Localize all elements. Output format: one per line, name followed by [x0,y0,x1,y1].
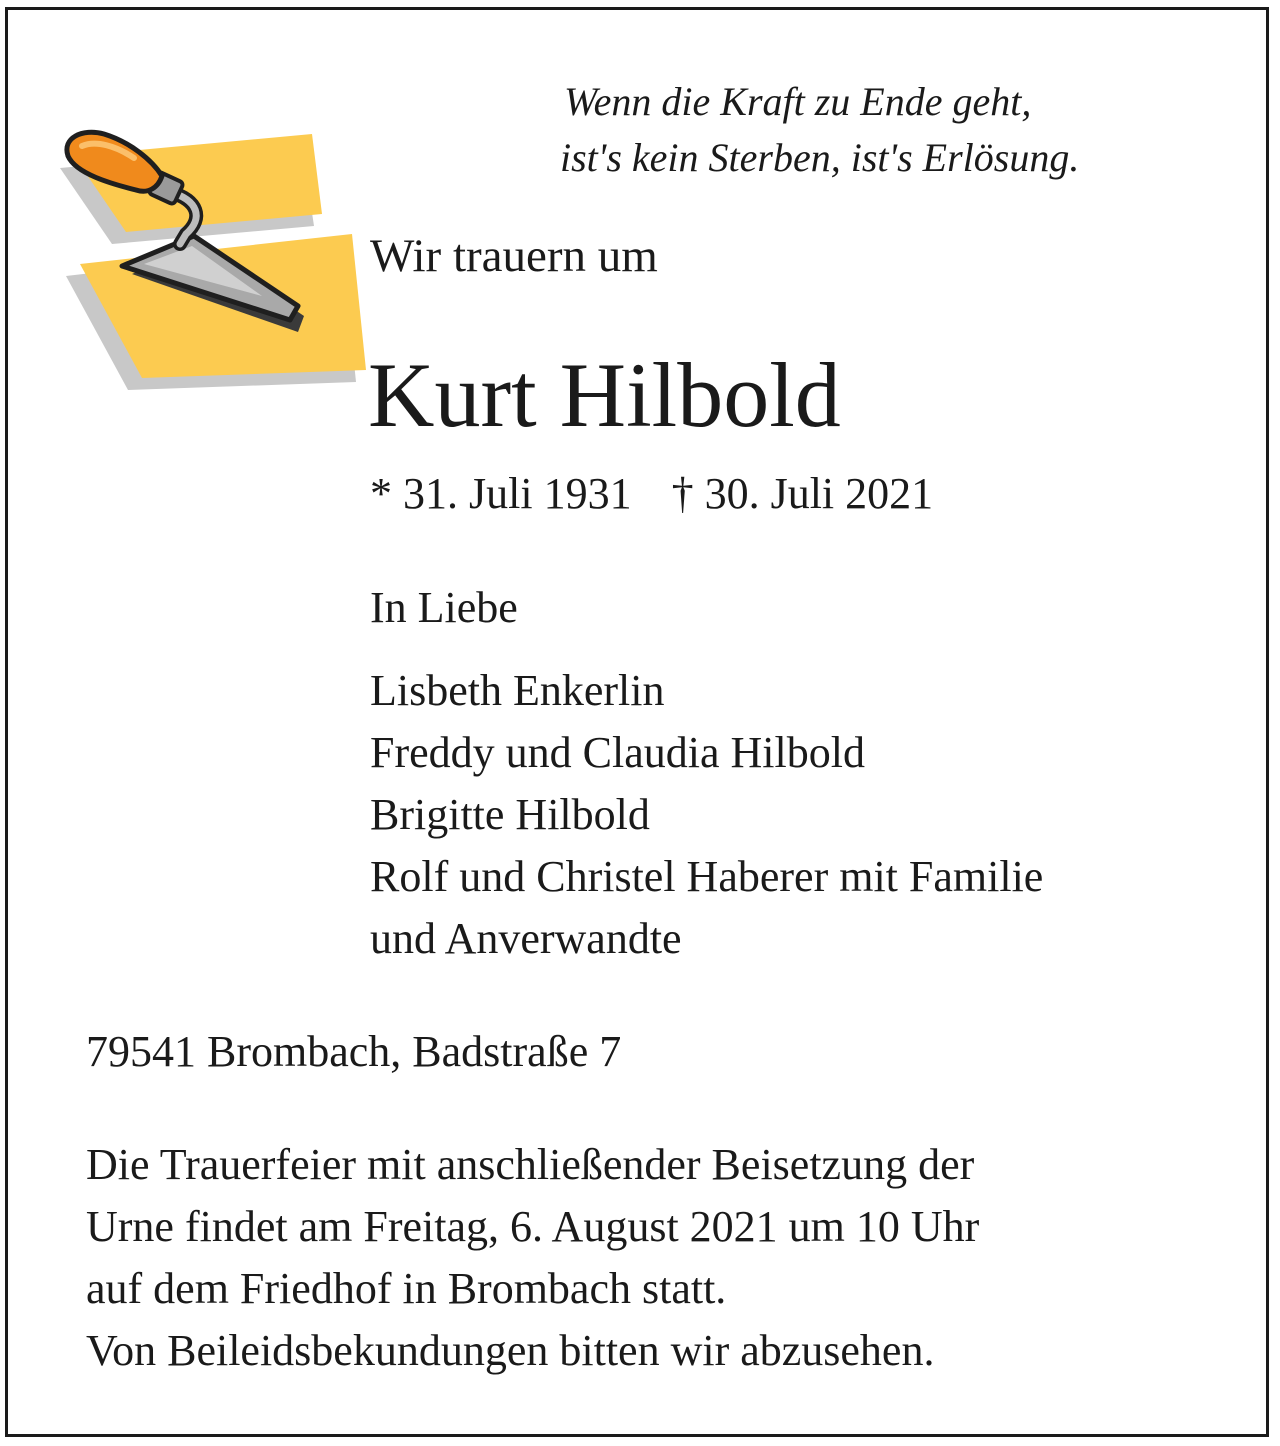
intro-text: Wir trauern um [370,230,658,282]
death-date: † 30. Juli 2021 [671,469,934,518]
mourner-item: und Anverwandte [370,914,682,963]
notice-line: Urne findet am Freitag, 6. August 2021 um 10 Uhr [86,1202,980,1251]
notice-line: Die Trauerfeier mit anschließender Beisetzung der [86,1140,975,1189]
deceased-name: Kurt Hilbold [368,344,841,446]
mourner-item: Rolf und Christel Haberer mit Familie [370,852,1044,901]
quote-line-1: Wenn die Kraft zu Ende geht, [564,79,1032,124]
mourner-item: Lisbeth Enkerlin [370,666,665,715]
mourners-list [370,660,1043,970]
birth-date: * 31. Juli 1931 [370,469,632,518]
closing-phrase: In Liebe [370,583,518,632]
address: 79541 Brombach, Badstraße 7 [86,1027,622,1076]
life-dates [370,466,933,522]
mourner-item: Brigitte Hilbold [370,790,650,839]
funeral-notice [86,1134,1226,1382]
trowel-icon [52,126,368,396]
notice-line: auf dem Friedhof in Brombach statt. [86,1264,727,1313]
notice-line: Von Beileidsbekundungen bitten wir abzusehen. [86,1326,935,1375]
quote [560,74,1240,186]
mourner-item: Freddy und Claudia Hilbold [370,728,865,777]
quote-line-2: ist's kein Sterben, ist's Erlösung. [560,135,1080,180]
